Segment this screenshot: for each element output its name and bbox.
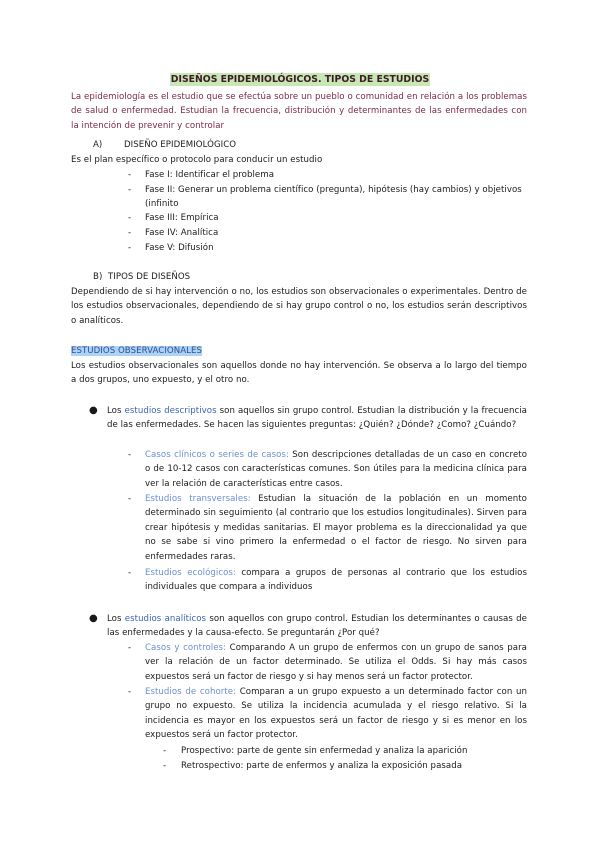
descriptivos-item: Estudios ecológicos: compara a grupos de personas al contrario que los estudios individuales que compara a individuos xyxy=(145,568,527,593)
section-b-text: Dependiendo de si hay intervención o no, los estudios son observacionales o experimentales. Dentro de los estudios observacionales, dependiendo de si hay grupo control o no, los estudios serán descriptivos o analíticos. xyxy=(71,287,527,326)
phase-item: Fase IV: Analítica xyxy=(145,228,219,238)
document-title: DISEÑOS EPIDEMIOLÓGICOS. TIPOS DE ESTUDIOS xyxy=(170,74,430,85)
list-dash: - xyxy=(128,450,132,460)
phase-item: Fase V: Difusión xyxy=(145,243,214,253)
bullet-icon: ● xyxy=(89,405,98,416)
cohorte-subitem: Retrospectivo: parte de enfermos y analiza la exposición pasada xyxy=(181,761,463,771)
intro-paragraph: La epidemiología es el estudio que se efectúa sobre un pueblo o comunidad en relación a los problemas de salud o enfermedad. Estudian la frecuencia, distribución y determinantes de las enfermedades con la intención de prevenir y controlar xyxy=(71,92,527,131)
analiticos-paragraph: Los estudios analíticos son aquellos con grupo control. Estudian los determinantes o causas de las enfermedades y la causa-efecto. Se preguntarán ¿Por qué? xyxy=(107,614,527,639)
observacionales-heading: ESTUDIOS OBSERVACIONALES xyxy=(71,346,202,356)
phase-item: Fase I: Identificar el problema xyxy=(145,170,275,180)
cohorte-subitem: Prospectivo: parte de gente sin enfermedad y analiza la aparición xyxy=(181,746,468,756)
sublist-dash: - xyxy=(163,761,167,771)
list-dash: - xyxy=(128,643,132,653)
descriptivos-item: Estudios transversales: Estudian la situación de la población en un momento determinado sin seguimiento (al contrario que los estudios longitudinales). Sirven para crear hipótesis y medidas sanitarias. El mayor problema es la direccionalidad ya que no se sabe si vino primero la enfermedad o el factor de riesgo. No sirven para enfermedades raras. xyxy=(145,494,527,562)
section-a-heading: DISEÑO EPIDEMIOLÓGICO xyxy=(124,140,237,150)
section-b-marker: B) xyxy=(93,272,103,282)
observacionales-text: Los estudios observacionales son aquellos donde no hay intervención. Se observa a lo largo del tiempo a dos grupos, uno expuesto, y el otro no. xyxy=(71,361,527,386)
list-dash: - xyxy=(128,568,132,578)
section-a-definition: Es el plan específico o protocolo para conducir un estudio xyxy=(71,155,323,165)
analiticos-item: Estudios de cohorte: Comparan a un grupo expuesto a un determinado factor con un grupo no expuesto. Se utiliza la incidencia acumulada y el riesgo relativo. Si la incidencia es mayor en los expuestos será un factor de riesgo y si es menor en los expuestos será un factor protector. xyxy=(145,687,528,741)
phase-dash: - xyxy=(128,213,132,223)
phase-dash: - xyxy=(128,185,132,195)
section-b-heading: TIPOS DE DISEÑOS xyxy=(108,272,191,282)
bullet-icon: ● xyxy=(89,613,98,624)
phase-item: Fase II: Generar un problema científico (pregunta), hipótesis (hay cambios) y objetivos (infinito xyxy=(145,185,522,210)
analiticos-item: Casos y controles: Comparando A un grupo de enfermos con un grupo de sanos para ver la relación de un factor determinado. Se utiliza el Odds. Si hay más casos expuestos será un factor de riesgo y si hay menos será un factor protector. xyxy=(145,643,527,682)
phase-dash: - xyxy=(128,228,132,238)
sublist-dash: - xyxy=(163,746,167,756)
descriptivos-paragraph: Los estudios descriptivos son aquellos sin grupo control. Estudian la distribución y la frecuencia de las enfermedades. Se hacen las siguientes preguntas: ¿Quién? ¿Dónde? ¿Como? ¿Cuándo? xyxy=(107,406,527,431)
phase-dash: - xyxy=(128,170,132,180)
descriptivos-term: estudios descriptivos xyxy=(124,406,217,416)
list-dash: - xyxy=(128,687,132,697)
phase-item: Fase III: Empírica xyxy=(145,213,219,223)
descriptivos-item: Casos clínicos o series de casos: Son descripciones detalladas de un caso en concreto o de 10-12 casos con características comunes. Son útiles para la medicina clínica para ver la relación de características entre casos. xyxy=(145,450,528,489)
section-a-marker: A) xyxy=(93,140,103,150)
phase-dash: - xyxy=(128,243,132,253)
list-dash: - xyxy=(128,494,132,504)
analiticos-term: estudios analíticos xyxy=(124,614,207,624)
